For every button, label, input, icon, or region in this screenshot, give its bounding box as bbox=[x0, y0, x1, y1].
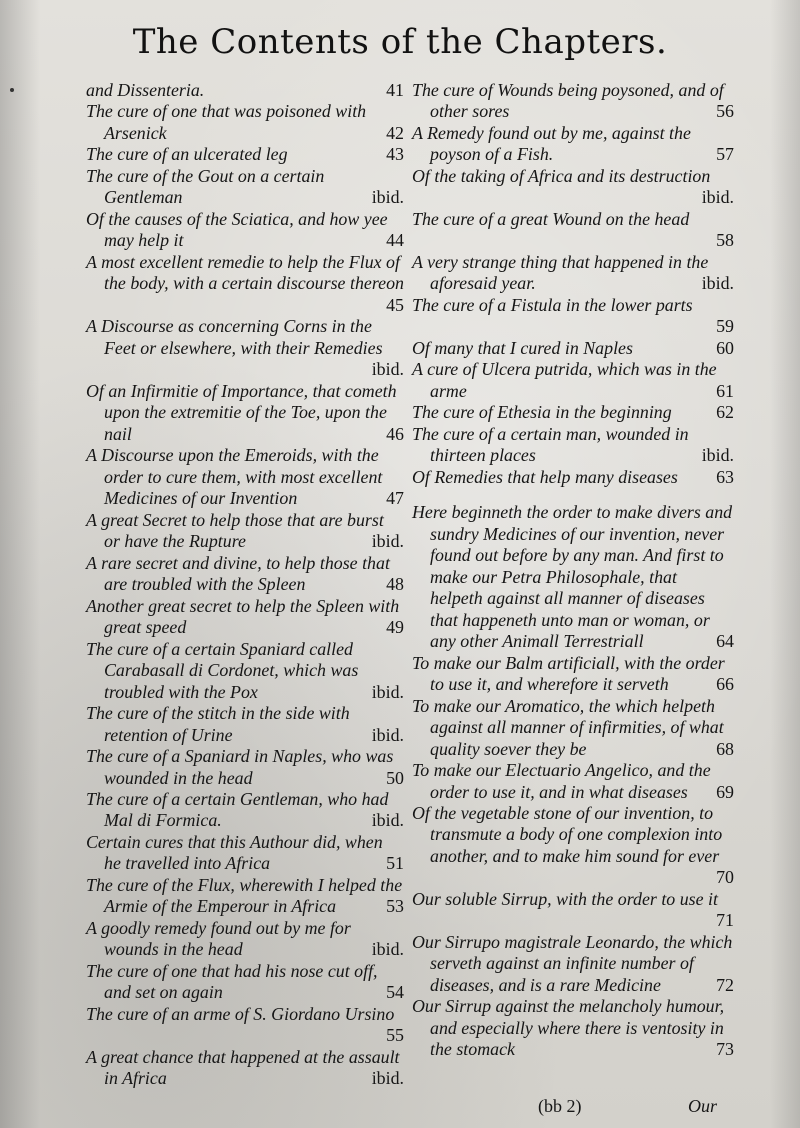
entry-title: To make our Balm artificiall, with the order to use it, and wherefore it serveth bbox=[412, 652, 725, 695]
ink-speck bbox=[10, 88, 14, 92]
contents-entry bbox=[86, 1004, 404, 1047]
entry-page-number: 49 bbox=[386, 617, 404, 638]
entry-title: Certain cures that this Authour did, when he travelled into Africa bbox=[86, 831, 383, 874]
contents-entry bbox=[86, 703, 404, 746]
entry-page-number: 60 bbox=[716, 337, 734, 358]
contents-entry bbox=[86, 80, 404, 101]
entry-title: Of Remedies that help many diseases bbox=[412, 466, 678, 487]
contents-entry bbox=[412, 502, 734, 652]
entry-page-number: ibid. bbox=[371, 1068, 404, 1089]
contents-entry bbox=[412, 166, 734, 209]
contents-entry bbox=[86, 101, 404, 144]
contents-entry bbox=[412, 996, 734, 1060]
contents-entry bbox=[86, 1047, 404, 1090]
entry-title: To make our Electuario Angelico, and the order to use it, and in what diseases bbox=[412, 760, 711, 802]
contents-entry bbox=[412, 653, 734, 696]
entry-title: The cure of the Gout on a certain Gentleman bbox=[86, 165, 325, 208]
contents-column-left bbox=[86, 80, 404, 1090]
entry-page-number: ibid. bbox=[371, 359, 404, 380]
contents-entry bbox=[86, 553, 404, 596]
entry-title: To make our Aromatico, the which helpeth against all manner of infirmities, of what quality soever they be bbox=[412, 695, 724, 759]
entry-title: A rare secret and divine, to help those that are troubled with the Spleen bbox=[86, 552, 390, 595]
entry-page-number: 51 bbox=[386, 853, 404, 874]
entry-page-number: 64 bbox=[716, 631, 734, 652]
entry-title: A goodly remedy found out by me for wounds in the head bbox=[86, 917, 351, 960]
entry-page-number: 69 bbox=[716, 781, 734, 802]
entry-page-number: ibid. bbox=[371, 724, 404, 745]
entry-page-number: 73 bbox=[716, 1039, 734, 1060]
contents-entry bbox=[412, 295, 734, 338]
contents-entry bbox=[412, 252, 734, 295]
entry-title: Of the taking of Africa and its destruction bbox=[412, 165, 711, 186]
page-shadow-right bbox=[770, 0, 800, 1128]
entry-page-number: 62 bbox=[716, 402, 734, 423]
entry-title: The cure of the Flux, wherewith I helped the Armie of the Emperour in Africa bbox=[86, 874, 403, 917]
entry-title: A Discourse upon the Emeroids, with the order to cure them, with most excellent Medicines of our Invention bbox=[86, 445, 383, 509]
entry-page-number: 57 bbox=[716, 144, 734, 165]
entry-page-number: 53 bbox=[386, 896, 404, 917]
entry-title: The cure of Wounds being poysoned, and of other sores bbox=[412, 80, 724, 122]
entry-page-number: 43 bbox=[386, 144, 404, 165]
contents-entry bbox=[86, 961, 404, 1004]
contents-entry bbox=[86, 252, 404, 316]
entry-page-number: 42 bbox=[386, 122, 404, 143]
contents-entry bbox=[86, 166, 404, 209]
entry-page-number: 68 bbox=[716, 738, 734, 759]
page-title: The Contents of the Chapters. bbox=[132, 22, 668, 62]
contents-entry bbox=[86, 875, 404, 918]
contents-entry bbox=[86, 445, 404, 509]
entry-page-number: ibid. bbox=[701, 187, 734, 208]
entry-title: Of an Infirmitie of Importance, that cometh upon the extremitie of the Toe, upon the nail bbox=[86, 380, 397, 444]
contents-entry bbox=[86, 316, 404, 380]
entry-title: The cure of a great Wound on the head bbox=[412, 208, 690, 229]
entry-title: A most excellent remedie to help the Flux of the body, with a certain discourse thereon bbox=[86, 251, 404, 294]
entry-page-number: ibid. bbox=[371, 531, 404, 552]
entry-title: Of many that I cured in Naples bbox=[412, 337, 633, 358]
contents-entry bbox=[412, 760, 734, 803]
contents-entry bbox=[412, 209, 734, 252]
entry-page-number: ibid. bbox=[701, 445, 734, 466]
entry-title: The cure of a certain man, wounded in thirteen places bbox=[412, 423, 689, 466]
entry-page-number: ibid. bbox=[701, 273, 734, 294]
contents-entry bbox=[412, 467, 734, 488]
entry-page-number: 56 bbox=[716, 101, 734, 122]
entry-title: A cure of Ulcera putrida, which was in the arme bbox=[412, 359, 717, 401]
catchword: Our bbox=[688, 1096, 718, 1116]
entry-title: A great chance that happened at the assault in Africa bbox=[86, 1046, 400, 1089]
contents-entry bbox=[86, 144, 404, 165]
entry-page-number: 66 bbox=[716, 674, 734, 695]
contents-entry bbox=[412, 932, 734, 996]
contents-entry bbox=[412, 338, 734, 359]
contents-entry bbox=[86, 639, 404, 703]
entry-title: A very strange thing that happened in the aforesaid year. bbox=[412, 251, 709, 294]
entry-page-number: 61 bbox=[716, 380, 734, 401]
entry-page-number: 50 bbox=[386, 767, 404, 788]
entry-title: The cure of an ulcerated leg bbox=[86, 144, 288, 165]
entry-page-number: ibid. bbox=[371, 187, 404, 208]
entry-title: A Discourse as concerning Corns in the Feet or elsewhere, with their Remedies bbox=[86, 316, 383, 358]
entry-title: The cure of a certain Gentleman, who had Mal di Formica. bbox=[86, 788, 389, 831]
entry-page-number: 70 bbox=[716, 867, 734, 888]
contents-entry bbox=[86, 510, 404, 553]
entry-page-number: 48 bbox=[386, 574, 404, 595]
contents-entry bbox=[412, 359, 734, 402]
entry-title: Of the vegetable stone of our invention, to transmute a body of one complexion into another, and to make him sound for ever bbox=[412, 802, 723, 866]
contents-entry bbox=[86, 209, 404, 252]
entry-title: The cure of a Fistula in the lower parts bbox=[412, 294, 693, 315]
entry-title: Our Sirrupo magistrale Leonardo, the which serveth against an infinite number of diseases, and is a rare Medicine bbox=[412, 931, 733, 995]
entry-page-number: 55 bbox=[386, 1025, 404, 1046]
entry-title: The cure of an arme of S. Giordano Ursino bbox=[86, 1003, 395, 1024]
contents-entry bbox=[412, 803, 734, 889]
entry-title: The cure of a certain Spaniard called Carabasall di Cordonet, which was troubled with the Pox bbox=[86, 638, 359, 702]
contents-entry bbox=[86, 789, 404, 832]
entry-title: Here beginneth the order to make divers and sundry Medicines of our invention, never found out before by any man. And first to make our Petra Philosophale, that helpeth against all manner of diseases that happeneth unto man or woman, or any other Animall Terrestriall bbox=[412, 502, 733, 652]
contents-entry bbox=[412, 80, 734, 123]
entry-title: The cure of a Spaniard in Naples, who was wounded in the head bbox=[86, 746, 394, 788]
contents-entry bbox=[412, 696, 734, 760]
contents-entry bbox=[86, 832, 404, 875]
contents-column-right bbox=[412, 80, 734, 1061]
entry-title: Of the causes of the Sciatica, and how yee may help it bbox=[86, 208, 388, 251]
entry-title: The cure of the stitch in the side with retention of Urine bbox=[86, 703, 350, 745]
entry-page-number: ibid. bbox=[371, 810, 404, 831]
entry-title: Another great secret to help the Spleen with great speed bbox=[86, 595, 400, 638]
contents-entry bbox=[412, 402, 734, 423]
entry-page-number: ibid. bbox=[371, 681, 404, 702]
entry-page-number: 44 bbox=[386, 230, 404, 251]
contents-entry bbox=[86, 918, 404, 961]
entry-title: and Dissenteria. bbox=[86, 80, 205, 100]
entry-page-number: 63 bbox=[716, 466, 734, 487]
entry-title: The cure of one that was poisoned with Arsenick bbox=[86, 101, 367, 143]
entry-page-number: 58 bbox=[716, 230, 734, 251]
entry-page-number: 71 bbox=[716, 910, 734, 931]
contents-entry bbox=[86, 381, 404, 445]
entry-title: Our soluble Sirrup, with the order to use it bbox=[412, 888, 718, 909]
entry-page-number: 45 bbox=[386, 294, 404, 315]
entry-page-number: 41 bbox=[386, 80, 404, 100]
entry-page-number: 54 bbox=[386, 982, 404, 1003]
entry-title: A Remedy found out by me, against the poyson of a Fish. bbox=[412, 122, 691, 165]
contents-entry bbox=[412, 424, 734, 467]
entry-title: A great Secret to help those that are burst or have the Rupture bbox=[86, 509, 384, 552]
signature-mark: (bb 2) bbox=[538, 1096, 582, 1116]
contents-entry bbox=[412, 889, 734, 932]
contents-entry bbox=[86, 746, 404, 789]
entry-title: The cure of one that had his nose cut off, and set on again bbox=[86, 960, 378, 1003]
page-shadow-left bbox=[0, 0, 40, 1128]
entry-page-number: 47 bbox=[386, 488, 404, 509]
entry-title: Our Sirrup against the melancholy humour, and especially where there is ventosity in the stomack bbox=[412, 996, 725, 1060]
entry-title: The cure of Ethesia in the beginning bbox=[412, 402, 672, 423]
entry-page-number: 46 bbox=[386, 423, 404, 444]
contents-entry bbox=[86, 596, 404, 639]
entry-page-number: 72 bbox=[716, 974, 734, 995]
entry-page-number: ibid. bbox=[371, 939, 404, 960]
contents-entry bbox=[412, 123, 734, 166]
entry-page-number: 59 bbox=[716, 316, 734, 337]
